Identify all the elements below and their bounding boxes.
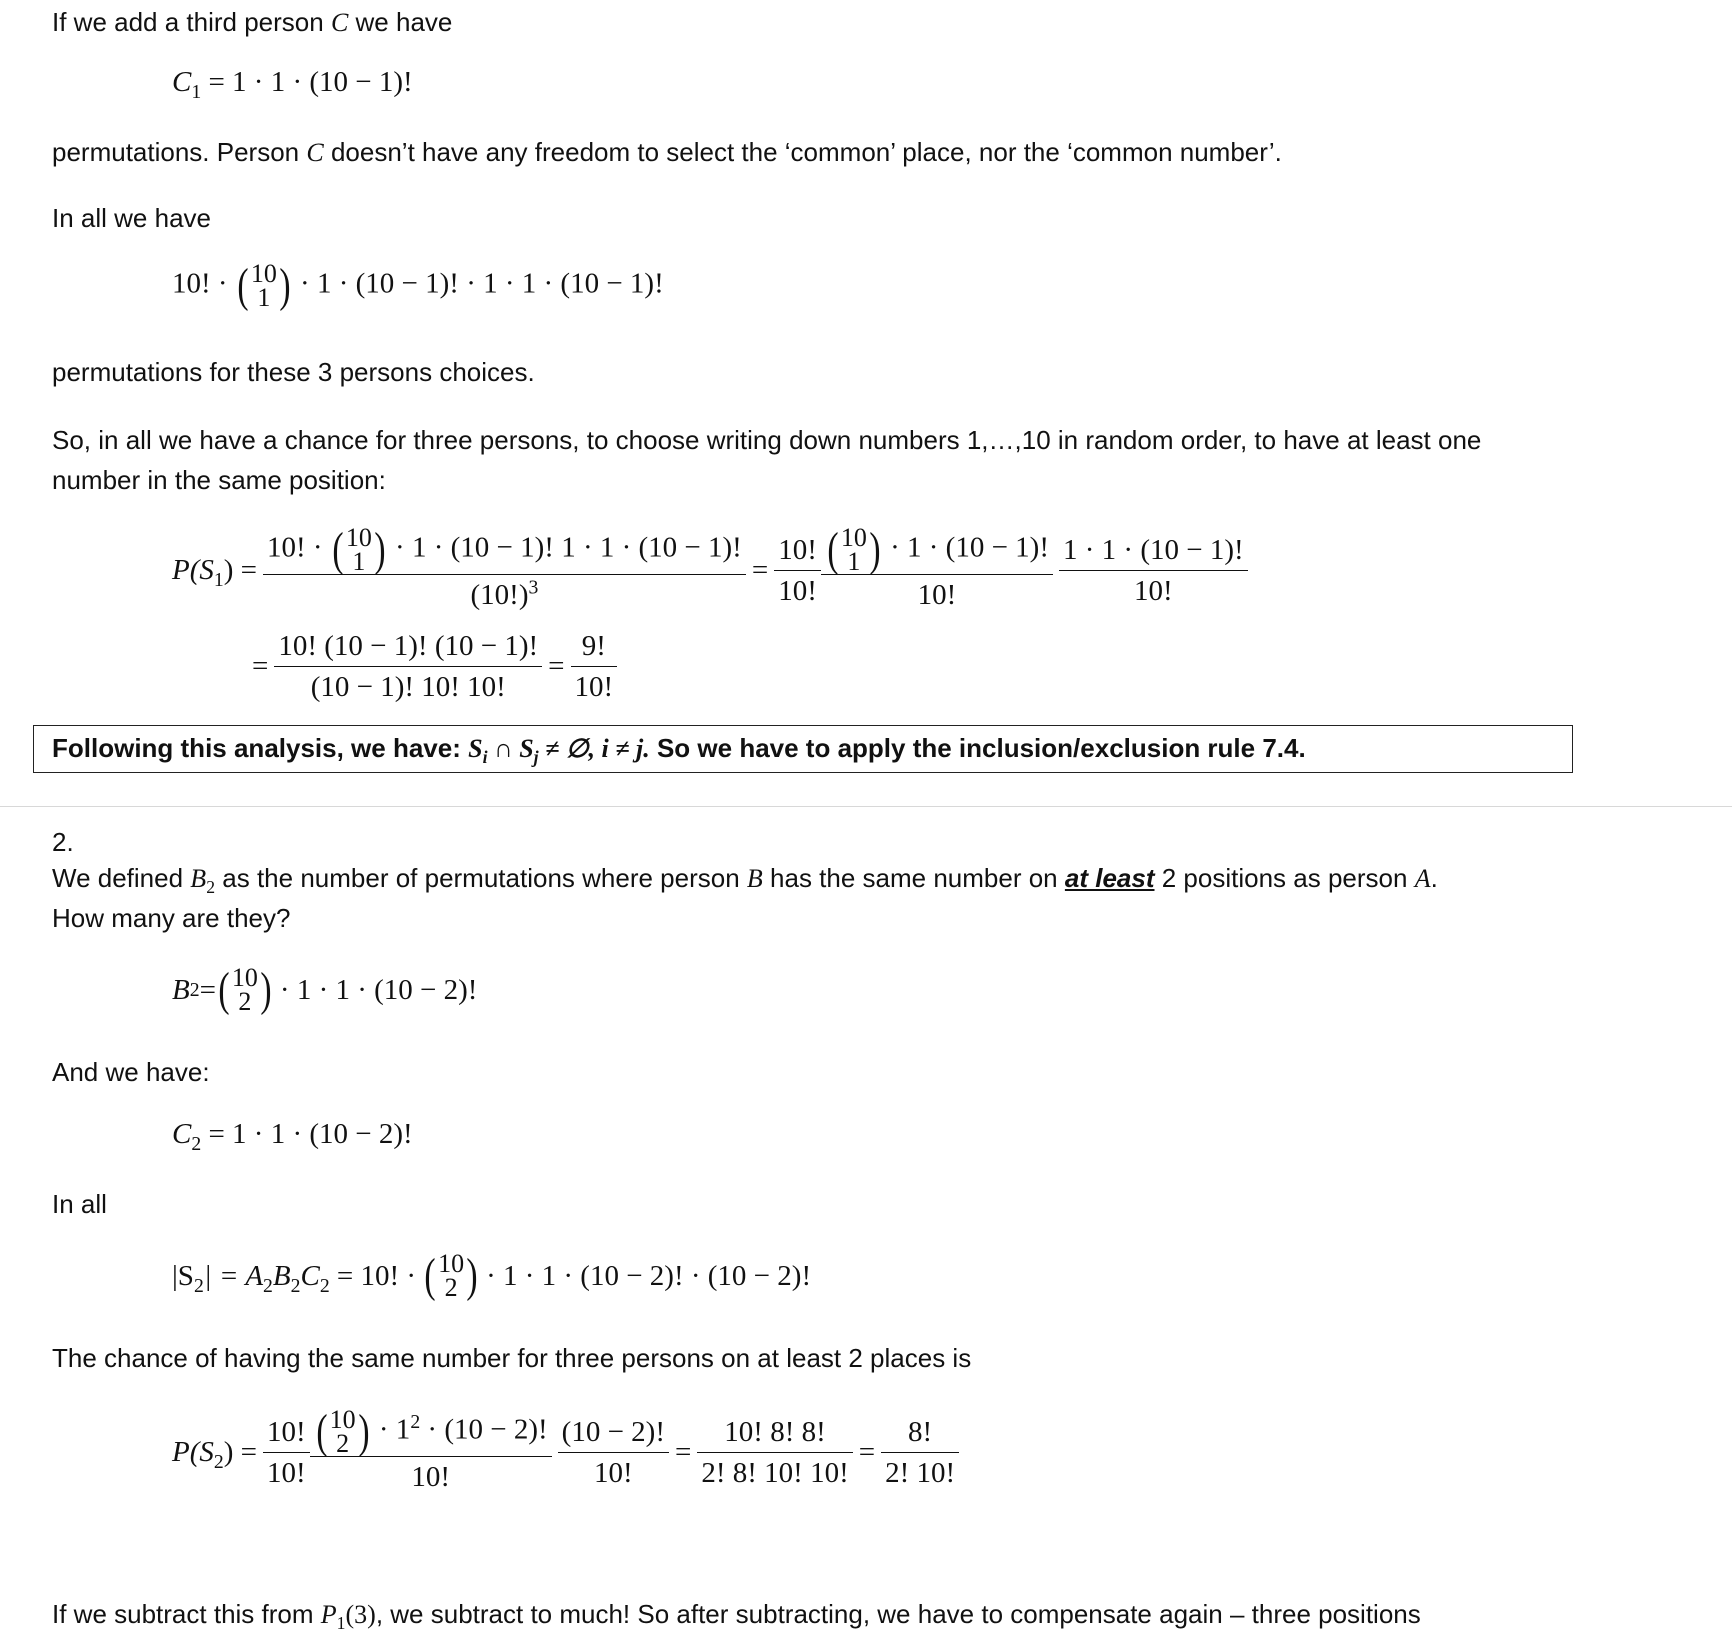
denominator: 10! <box>593 1457 633 1489</box>
equation-total <box>172 259 664 312</box>
binom-top: 10 <box>438 1249 465 1278</box>
math-var: B <box>272 1259 291 1292</box>
binom-bottom: 1 <box>257 283 271 312</box>
equation-ps1 <box>172 523 1254 615</box>
denominator: 10! <box>917 579 957 611</box>
equals-sign: = <box>252 650 269 682</box>
text: If we subtract this from <box>52 1599 314 1629</box>
text: we have <box>355 7 453 37</box>
text: , we subtract to much! So after subtracting, we have to compensate again – three positions <box>375 1599 1421 1629</box>
numerator: 10! · <box>267 531 323 564</box>
denominator: (10 − 1)! 10! 10! <box>310 671 506 703</box>
numerator: 9! <box>571 626 618 667</box>
text: If we add a third person <box>52 7 324 37</box>
superscript: 3 <box>528 576 539 599</box>
binomial: ( 10 2 ) <box>316 1405 370 1458</box>
binom-bottom: 2 <box>444 1273 458 1302</box>
math-expr: = 1 · 1 · (10 − 1)! <box>201 66 413 98</box>
math-expr: ) = <box>223 1436 257 1468</box>
numerator: 10! 8! 8! <box>697 1412 852 1453</box>
equation-c2 <box>172 1118 413 1155</box>
binom-top: 10 <box>250 259 277 288</box>
math-var: A <box>1414 864 1431 893</box>
binom-top: 10 <box>329 1405 356 1434</box>
fraction <box>1059 530 1248 611</box>
math-expr: · 1 · 1 · (10 − 2)! <box>279 973 478 1006</box>
equation-b2: B 2 = ( 10 2 ) · 1 · 1 · (10 − 2)! <box>172 963 478 1016</box>
binom-top: 10 <box>345 523 372 552</box>
subscript: 1 <box>191 80 202 103</box>
math-var: C <box>330 8 349 37</box>
superscript: 2 <box>410 1411 421 1433</box>
paragraph-chance-two-places: The chance of having the same number for three persons on at least 2 places is <box>52 1343 972 1373</box>
paragraph-how-many: How many are they? <box>52 903 291 933</box>
text: We defined <box>52 863 184 893</box>
paragraph-permutations-c <box>52 132 1282 173</box>
equals-sign: = <box>548 650 565 682</box>
paragraph-three-persons: permutations for these 3 persons choices. <box>52 357 535 387</box>
math-expr: |S <box>172 1259 194 1292</box>
denominator: (10!) <box>470 579 529 611</box>
text: . <box>1430 863 1438 893</box>
binomial: ( 10 2 ) <box>218 963 272 1016</box>
fraction <box>558 1412 669 1493</box>
binomial: ( 10 2 ) <box>424 1249 478 1302</box>
equals-sign: = <box>751 554 769 586</box>
binomial: ( 10 1 ) <box>332 523 386 576</box>
fraction <box>571 626 618 707</box>
text: has the same number on <box>770 863 1058 893</box>
binom-top: 10 <box>840 523 867 552</box>
paragraph-chance-line2: number in the same position: <box>52 465 386 495</box>
emphasis: at least <box>1064 863 1155 893</box>
math-var: B <box>172 973 190 1006</box>
equation-c1 <box>172 66 413 103</box>
denominator: 2! 8! 10! 10! <box>701 1457 849 1489</box>
math-expr: 10! · <box>172 267 228 300</box>
equation-ps2 <box>172 1405 965 1497</box>
subscript: 2 <box>290 1274 301 1297</box>
binomial: ( 10 1 ) <box>827 523 881 576</box>
subscript: j <box>533 747 539 768</box>
math-var: S <box>519 734 534 763</box>
subscript: 2 <box>193 1274 204 1297</box>
math-expr: ) = <box>223 554 257 586</box>
text: doesn’t have any freedom to select the ‘common’ place, nor the ‘common number’. <box>330 137 1282 167</box>
text: So we have to apply the inclusion/exclusion rule 7.4. <box>656 733 1306 763</box>
subscript: i <box>482 747 488 768</box>
binom-bottom: 1 <box>352 547 366 576</box>
math-expr: P(S <box>172 1436 214 1468</box>
math-var: C <box>300 1259 320 1292</box>
paragraph-chance-line1: So, in all we have a chance for three persons, to choose writing down numbers 1,…,10 in random order, to have at least one <box>52 425 1482 455</box>
subscript: 2 <box>191 1132 202 1155</box>
page-divider <box>0 806 1732 807</box>
text: as the number of permutations where person <box>222 863 740 893</box>
numerator: · 1 · (10 − 1)! <box>890 531 1049 564</box>
equals-sign: = <box>674 1436 692 1468</box>
section-number: 2. <box>52 827 74 857</box>
binom-bottom: 2 <box>238 987 252 1016</box>
binom-top: 10 <box>231 963 258 992</box>
numerator: 10! <box>774 530 821 571</box>
math-expr: = 10! · <box>329 1259 417 1292</box>
paragraph-in-all: In all we have <box>52 203 211 233</box>
binomial: ( 10 1 ) <box>237 259 291 312</box>
math-expr: = <box>199 973 216 1006</box>
box-text <box>52 728 1306 769</box>
numerator: · 1 <box>378 1413 411 1446</box>
fraction-main <box>263 523 746 615</box>
text: permutations. Person <box>52 137 300 167</box>
math-var: P <box>320 1600 337 1629</box>
paragraph-and-we-have: And we have: <box>52 1057 210 1087</box>
fraction <box>263 1412 310 1493</box>
math-expr: (3) <box>345 1600 376 1629</box>
math-expr: ∩ <box>487 734 520 763</box>
denominator: 10! <box>267 1457 306 1489</box>
math-expr: ≠ ∅, i ≠ j. <box>538 734 650 763</box>
subscript: 1 <box>213 568 224 591</box>
equals-sign: = <box>858 1436 876 1468</box>
denominator: 2! 10! <box>885 1457 956 1489</box>
math-expr: | = A <box>203 1259 264 1292</box>
math-var: B <box>746 864 763 893</box>
text: Following this analysis, we have: <box>52 733 461 763</box>
fraction <box>881 1412 959 1493</box>
fraction <box>821 523 1053 615</box>
denominator: 10! <box>1133 575 1173 607</box>
numerator: 1 · 1 · (10 − 1)! <box>1059 530 1248 571</box>
binom-bottom: 2 <box>336 1429 350 1458</box>
equation-s2 <box>172 1249 812 1302</box>
math-var: C <box>172 66 192 98</box>
equation-ps1-line2 <box>252 626 623 707</box>
math-var: S <box>468 734 483 763</box>
paragraph-b2-definition <box>52 858 1438 899</box>
subscript: 2 <box>263 1274 273 1297</box>
text: 2 positions as person <box>1161 863 1408 893</box>
math-expr: · 1 · 1 · (10 − 2)! · (10 − 2)! <box>486 1259 812 1292</box>
denominator: 10! <box>411 1461 450 1493</box>
paragraph-subtract <box>52 1594 1421 1635</box>
paragraph-third-person <box>52 2 452 43</box>
fraction <box>274 626 542 707</box>
subscript: 2 <box>206 877 216 898</box>
numerator: (10 − 2)! <box>558 1412 669 1453</box>
paragraph-in-all-2: In all <box>52 1189 107 1219</box>
numerator: 8! <box>881 1412 959 1453</box>
fraction <box>774 530 821 611</box>
subscript: 1 <box>336 1613 346 1634</box>
fraction <box>697 1412 852 1493</box>
math-var: C <box>306 138 324 167</box>
highlight-box <box>33 725 1573 773</box>
subscript: 2 <box>213 1450 224 1473</box>
numerator: · (10 − 2)! <box>420 1413 548 1446</box>
math-expr: = 1 · 1 · (10 − 2)! <box>201 1118 413 1150</box>
math-var: C <box>172 1118 192 1150</box>
numerator: 10! (10 − 1)! (10 − 1)! <box>274 626 542 667</box>
binom-bottom: 1 <box>847 547 861 576</box>
math-expr: · 1 · (10 − 1)! · 1 · 1 · (10 − 1)! <box>300 267 664 300</box>
numerator: · 1 · (10 − 1)! 1 · 1 · (10 − 1)! <box>395 531 742 564</box>
subscript: 2 <box>319 1274 330 1297</box>
math-var: B <box>190 864 207 893</box>
math-expr: P(S <box>172 554 214 586</box>
fraction <box>310 1405 552 1497</box>
denominator: 10! <box>778 575 817 607</box>
numerator: 10! <box>263 1412 310 1453</box>
denominator: 10! <box>574 671 614 703</box>
